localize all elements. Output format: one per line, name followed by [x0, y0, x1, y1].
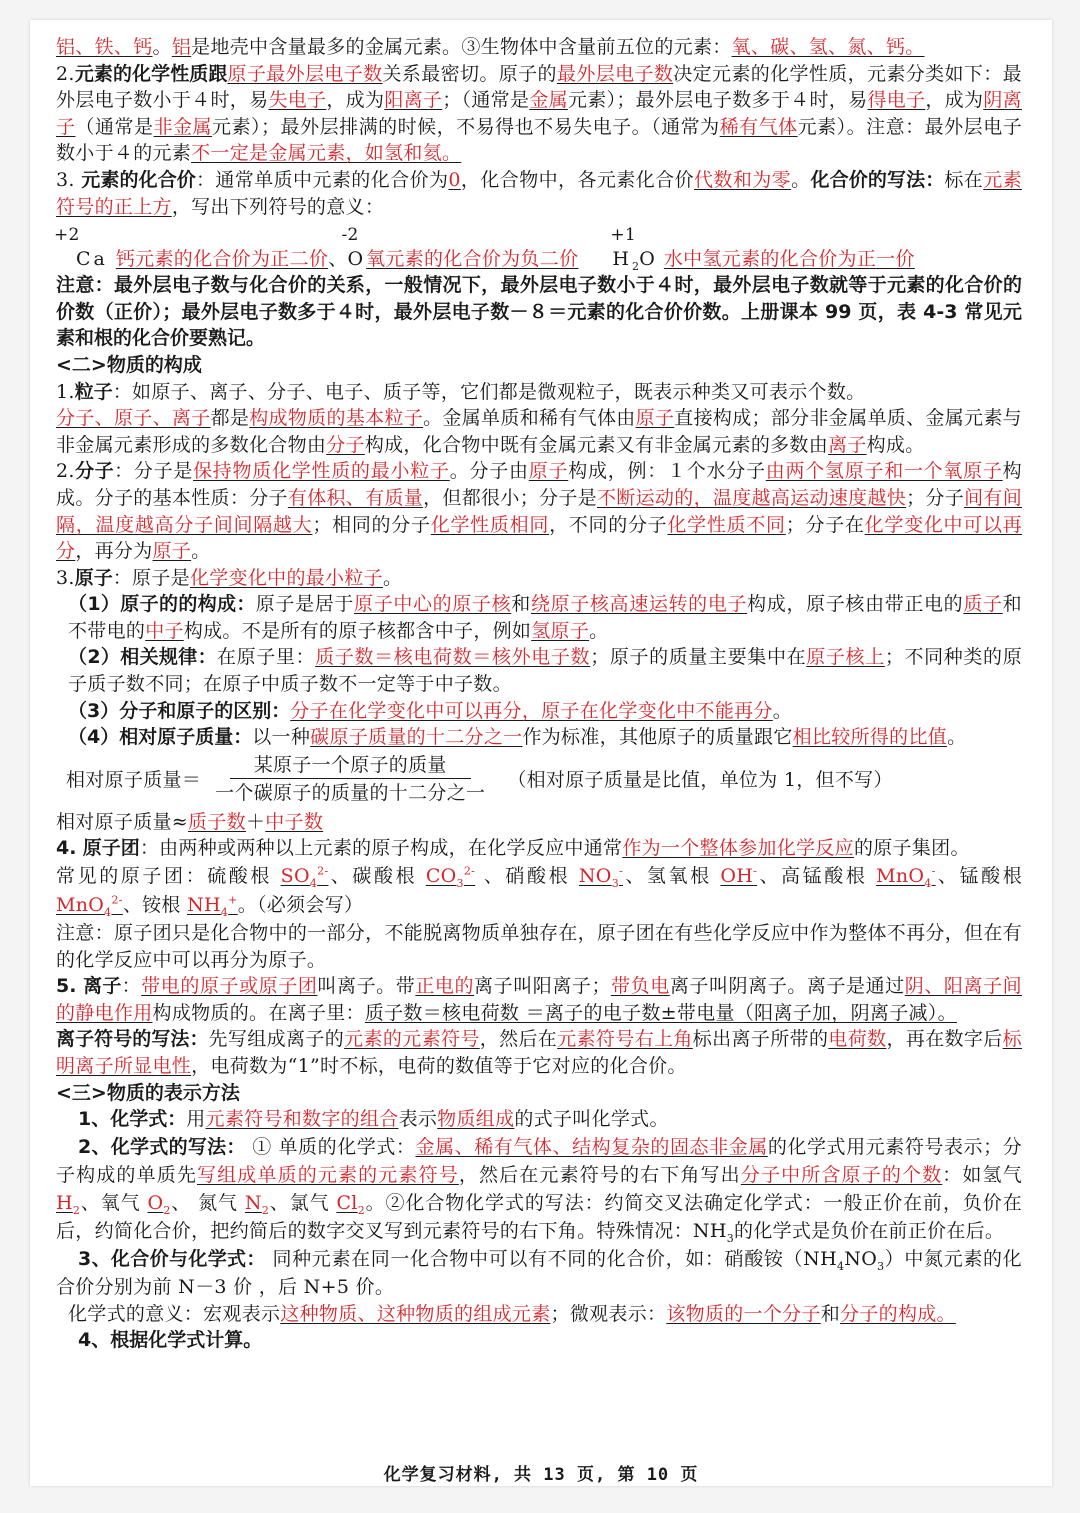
- body-text: 作为标准，其他原子的质量跟它: [522, 726, 793, 749]
- answer-text: 元素的元素符号: [344, 1028, 480, 1051]
- answer-text: 分子的构成。: [840, 1302, 956, 1325]
- section-heading-3: <三>物质的表示方法: [56, 1081, 240, 1104]
- answer-text: 分子: [326, 433, 365, 456]
- answer-text: 保持物质化学性质的最小粒子: [193, 460, 450, 483]
- superscript: 2-: [111, 893, 123, 907]
- formula-text: SO: [280, 865, 310, 888]
- paragraph-ion: [56, 973, 1022, 1026]
- valence-examples: [56, 220, 1022, 272]
- subscript: 3: [456, 876, 464, 890]
- body-text: 。: [382, 566, 403, 589]
- body-text: ，再在数字后: [886, 1028, 1003, 1051]
- body-text: 、锰酸根: [935, 865, 1023, 888]
- answer-text: 物质组成: [437, 1108, 515, 1131]
- subscript: 2: [357, 1203, 365, 1217]
- body-text: 化学式的意义：宏观表示: [68, 1302, 281, 1325]
- subscript: 4: [836, 1259, 845, 1273]
- answer-text: 正电的: [415, 975, 475, 998]
- subscript: 2: [261, 1203, 270, 1217]
- item-heading: 1、化学式：: [78, 1108, 187, 1131]
- formula-text: H: [56, 1191, 73, 1214]
- formula-text: OH: [720, 865, 754, 888]
- body-text: 。②化合物化学式的写法：约简交叉法确定化学式：一般正价在前，负价在后，约简化合价，把约简后的数字交叉写到元素符号的右下角。特殊情况：NH: [56, 1191, 1022, 1242]
- body-text: 标在: [944, 168, 984, 191]
- body-text: 。: [589, 619, 609, 642]
- item-heading: 粒子: [74, 380, 113, 403]
- answer-text: 由两个氢原子和一个氧原子: [765, 460, 1003, 483]
- answer-text: 原子最外层电子数: [227, 62, 383, 85]
- body-text: ，电荷数为“1”时不标，电荷的数值等于它对应的化合价。: [191, 1055, 687, 1077]
- formula-oh: [720, 865, 757, 887]
- radical-note: 注意：原子团只是化合物中的一部分，不能脱离物质单独存在，原子团在有些化学反应中作为整体不再分，但在有的化学反应中可以再分为原子。: [56, 922, 1022, 971]
- subscript: 3: [877, 1259, 885, 1273]
- answer-text: 化学变化中的最小粒子: [189, 566, 383, 589]
- body-text: ；相同的分子: [312, 513, 431, 536]
- body-text: 构成。不是所有的原子核都含中子，例如: [183, 619, 532, 642]
- formula-so4: [280, 864, 329, 890]
- body-text: 。: [772, 699, 793, 722]
- answer-text: 化学性质相同: [430, 513, 550, 536]
- formula-fraction: [215, 752, 485, 807]
- valence-example-ca: [54, 224, 108, 273]
- body-text: ：原子是: [112, 566, 190, 589]
- body-text: 的化学式是负价在前正价在后。: [734, 1219, 1005, 1242]
- body-text: 都是: [210, 407, 250, 430]
- body-text: 是地壳中含量最多的金属元素。③生物体中含量前五位的元素：: [191, 36, 732, 58]
- answer-text: 分子、原子、离子: [56, 407, 211, 430]
- answer-text: 氧、碳、氢、氮、钙。: [731, 36, 925, 58]
- body-text: 元素）；最外层排满的时候，不易得也不易失电子。（通常为: [212, 115, 720, 138]
- item-heading: （1）原子的的构成：: [68, 593, 256, 616]
- item-heading: 离子符号的写法：: [56, 1028, 209, 1051]
- item-heading: （3）分子和原子的区别：: [68, 699, 291, 722]
- answer-text: 质子: [963, 593, 1003, 616]
- body-text: 元素）；最外层电子数多于４时，易: [567, 89, 868, 112]
- answer-text: 中子数: [265, 810, 324, 833]
- answer-text: 原子核上: [806, 646, 885, 669]
- superscript: 2-: [463, 864, 476, 878]
- formula-text: N: [244, 1191, 262, 1214]
- subscript: 2: [631, 259, 640, 273]
- body-text: ，然后在元素符号的右下角写出: [458, 1163, 741, 1186]
- answer-text: 带电的原子或原子团: [141, 975, 318, 998]
- body-text: 同种元素在同一化合物中可以有不同的化合价，如：硝酸铵（NH: [265, 1247, 837, 1270]
- body-text: ；（通常是: [442, 89, 530, 112]
- paragraph-formula-meaning: [56, 1301, 1022, 1328]
- subscript: 4: [104, 905, 112, 919]
- answer-text: 金属: [529, 89, 568, 112]
- formula-text: MnO: [56, 894, 105, 917]
- item-heading: 分子: [74, 460, 115, 483]
- body-text: 、 氮气: [170, 1191, 245, 1214]
- body-text: 、高锰酸根: [757, 865, 877, 888]
- page-content: [56, 34, 1022, 1354]
- formula-text: NO: [578, 865, 612, 888]
- item-number: 2.: [56, 62, 75, 85]
- body-text: 离子叫阴离子。离子是通过: [669, 975, 905, 998]
- page-footer: 化学复习材料, 共 13 页, 第 10 页: [383, 1465, 699, 1485]
- body-text: 、氢氧根: [623, 865, 721, 888]
- body-text: ，不同的分子: [549, 513, 668, 536]
- item-number: 5.: [56, 975, 77, 998]
- answer-text: 有体积、有质量: [287, 486, 424, 509]
- body-text: 、硝酸根: [475, 865, 579, 888]
- paragraph-atom-rules: [56, 644, 1022, 697]
- valence-example-h2o: [610, 224, 658, 273]
- body-text: 。分子由: [449, 460, 529, 483]
- body-text: ，成为: [925, 89, 984, 112]
- body-text: 构成。: [866, 433, 925, 456]
- body-text: （通常是: [75, 115, 154, 138]
- answer-text: 写组成单质的元素的元素符号: [197, 1163, 459, 1186]
- body-text: 。（必须会写）: [237, 894, 364, 917]
- answer-text: 阳离子: [384, 89, 443, 112]
- body-text: 常见的原子团：硫酸根: [56, 865, 281, 888]
- subscript: 4: [924, 876, 932, 890]
- element-symbol: Ca: [76, 247, 108, 270]
- body-text: 构成，例：１个水分子: [568, 460, 766, 483]
- body-text: ：由两种或两种以上元素的原子构成，在化学反应中通常: [139, 837, 623, 860]
- answer-text: 水中氢元素的化合价为正一价: [663, 247, 915, 270]
- subscript: 2: [72, 1203, 81, 1217]
- body-text: ；原子的质量主要集中在: [590, 646, 807, 669]
- formula-text: Cl: [336, 1191, 358, 1214]
- answer-text: 氢原子: [531, 619, 590, 642]
- body-text: 。金属单质和稀有气体由: [423, 407, 636, 430]
- item-number: 1.: [56, 380, 75, 403]
- relative-mass-formula: [56, 751, 1022, 809]
- subscript: 4: [220, 905, 229, 919]
- answer-text: 元素符号的正上方: [56, 168, 1022, 218]
- answer-text: 该物质的一个分子: [666, 1302, 821, 1325]
- body-text: ，化合物中，各元素化合价: [460, 168, 694, 191]
- answer-text: 化学性质不同: [667, 513, 786, 536]
- body-text: 和: [511, 593, 531, 616]
- body-text: 标出离子所带的: [692, 1028, 829, 1051]
- body-text: 、碳酸根: [328, 865, 426, 888]
- paragraph-formula-writing: [56, 1133, 1022, 1245]
- body-text: 叫离子。带: [317, 975, 416, 998]
- answer-text: 非金属: [153, 115, 213, 138]
- paragraph-common-radicals: [56, 862, 1022, 920]
- body-text: ，然后在: [479, 1028, 558, 1051]
- answer-text: 最外层电子数: [556, 62, 674, 85]
- answer-text: 得电子: [867, 89, 926, 112]
- answer-text: 带负电: [610, 975, 670, 998]
- answer-text: 电荷数: [828, 1028, 887, 1051]
- body-text: 构成，原子核由带正电的: [747, 593, 964, 616]
- answer-text: 离子: [828, 433, 867, 456]
- answer-text: 铝: [171, 36, 192, 58]
- body-text: 。: [191, 540, 211, 563]
- paragraph-radical: [56, 835, 1022, 862]
- answer-text: 氧元素的化合价为负二价: [366, 247, 579, 270]
- subscript: 3: [726, 1231, 735, 1245]
- item-number: 3.: [56, 168, 75, 191]
- item-heading: 2、化学式的写法：: [78, 1135, 246, 1158]
- paragraph-element-chemical-properties: [56, 61, 1022, 167]
- element-symbol: H: [612, 247, 632, 270]
- body-text: ，写出下列符号的意义：: [171, 195, 385, 218]
- answer-text: 化学变化中可以再分: [56, 513, 1023, 563]
- subscript: 2: [163, 1203, 171, 1217]
- answer-text: 分子中所含原子的个数: [740, 1163, 943, 1186]
- item-heading: （2）相关规律：: [68, 646, 217, 669]
- body-text: 先写组成离子的: [208, 1028, 345, 1051]
- paragraph-elements-continued: [56, 34, 1022, 61]
- body-text: ：如氢气: [942, 1163, 1022, 1186]
- item-heading: 离子: [83, 975, 122, 998]
- body-text: 。: [947, 726, 967, 749]
- body-text: 关系最密切。原子的: [382, 62, 557, 85]
- body-text: ；不同种类的原子质子数不同；在原子中质子数不一定等于中子数。: [68, 646, 1022, 696]
- item-heading: （4）相对原子质量：: [68, 726, 253, 749]
- body-text: ① 单质的化学式：: [245, 1135, 416, 1158]
- section-heading-2: <二>物质的构成: [56, 353, 202, 376]
- fraction-numerator: 某原子一个原子的质量: [230, 752, 471, 779]
- answer-text: 中子: [145, 619, 184, 642]
- answer-text: 作为一个整体参加化学反应: [622, 837, 854, 860]
- answer-text: 标明离子所显电性: [56, 1028, 1022, 1077]
- body-text: ：如原子、离子、分子、电子、质子等，它们都是微观粒子，既表示种类又可表示个数。: [112, 380, 866, 403]
- answer-text: 阴离子: [56, 89, 1022, 138]
- paragraph-mass-approx: [56, 809, 1022, 836]
- body-text: 、铵根: [122, 894, 188, 917]
- paragraph-valence: [56, 167, 1022, 220]
- body-text: 、氧气: [80, 1191, 148, 1214]
- body-text: 的式子叫化学式。: [514, 1108, 669, 1131]
- formula-nh4: [187, 893, 238, 919]
- answer-text: 不断运动的，温度越高运动速度越快: [596, 486, 907, 509]
- formula-co3: [425, 864, 476, 890]
- item-heading: 元素的化学性质跟: [74, 62, 228, 85]
- valence-number: -2: [341, 224, 359, 245]
- body-text: ）中氮元素的化合价分别为前 N－3 价 ，后 N+5 价。: [56, 1247, 1022, 1298]
- body-text: 构成。分子的基本性质：分子: [56, 460, 1022, 509]
- body-text: ；分子在: [785, 513, 865, 536]
- formula-label: 相对原子质量＝: [66, 768, 202, 791]
- superscript: -: [753, 864, 758, 878]
- body-text: 和不带电的: [68, 593, 1022, 642]
- item-heading: 元素的化合价: [81, 168, 196, 191]
- answer-text: 这种物质、这种物质的组成元素: [280, 1302, 551, 1325]
- answer-text: 分子在化学变化中可以再分，原子在化学变化中不能再分: [290, 699, 773, 722]
- body-text: 直接构成；部分非金属单质、金属元素与非金属元素形成的多数化合物由: [56, 407, 1022, 456]
- formula-text: NH: [187, 894, 221, 917]
- answer-text: 质子数: [188, 810, 246, 833]
- superscript: -: [619, 864, 624, 878]
- body-text: 以一种: [252, 726, 311, 749]
- item-heading: 原子: [74, 566, 113, 589]
- formula-mno4-minus: [876, 864, 936, 890]
- body-text: 相对原子质量≈: [56, 810, 189, 833]
- body-text: ；微观表示：: [550, 1302, 667, 1325]
- formula-note: （相对原子质量是比值，单位为 1，但不写）: [507, 768, 893, 791]
- element-symbol: O: [639, 247, 658, 270]
- answer-text: 代数和为零: [694, 168, 792, 191]
- item-heading: 原子团: [82, 837, 140, 860]
- answer-text: 阴、阳离子间的静电作用: [56, 975, 1022, 1024]
- answer-text: 间有间隔，温度越高分子间间隔越大: [56, 486, 1023, 536]
- valence-example-o: [341, 224, 367, 273]
- item-number: 4.: [56, 837, 77, 860]
- body-text: ：通常单质中元素的化合价为: [195, 168, 449, 191]
- paragraph-chemical-formula: [56, 1106, 1022, 1133]
- paragraph-ion-symbol: [56, 1026, 1022, 1079]
- answer-text: 原子: [152, 540, 192, 563]
- valence-note: 注意：最外层电子数与化合价的关系，一般情况下，最外层电子数小于４时，最外层电子数就等于元素的化合价的价数（正价）；最外层电子数多于４时，最外层电子数－８＝元素的化合价价数。上册课本 99 页，表 4-3 常见元素和根的化合价要熟记。: [56, 274, 1022, 350]
- paragraph-atom: [56, 565, 1022, 592]
- answer-text: 相比较所得的比值: [792, 726, 948, 749]
- answer-text: 铝、铁、钙: [56, 36, 153, 58]
- body-text: ，但都很小；分子是: [423, 486, 597, 509]
- paragraph-atom-structure: [56, 591, 1022, 644]
- body-text: ，成为: [326, 89, 385, 112]
- item-heading: 化合价的写法：: [810, 168, 945, 191]
- paragraph-valence-formula: [56, 1245, 1022, 1301]
- body-text: 用: [186, 1108, 206, 1131]
- body-text: 构成物质的。在离子里：: [152, 1001, 365, 1024]
- paragraph-molecule: [56, 458, 1022, 564]
- formula-no3: [578, 864, 624, 890]
- answer-text: 质子数＝核电荷数 ＝离子的电子数±带电量（阳离子加，阴离子减）。: [364, 1001, 957, 1024]
- body-text: 。: [791, 168, 811, 191]
- answer-text: 构成物质的基本粒子: [249, 407, 424, 430]
- subscript: 4: [309, 876, 318, 890]
- body-text: 、氯气: [269, 1191, 337, 1214]
- answer-text: 元素符号右上角: [557, 1028, 693, 1051]
- body-text: 表示: [398, 1108, 438, 1131]
- answer-text: 元素符号和数字的组合: [205, 1108, 399, 1131]
- body-text: NO: [844, 1247, 878, 1270]
- fraction-denominator: 一个碳原子的质量的十二分之一: [215, 782, 486, 805]
- answer-text: 原子中心的原子核: [354, 593, 512, 616]
- body-text: 在原子里：: [216, 646, 316, 669]
- body-text: 和: [820, 1302, 841, 1325]
- answer-text: 钙元素的化合价为正二价: [115, 247, 329, 270]
- formula-h2: [56, 1191, 81, 1217]
- paragraph-particles: [56, 379, 1022, 459]
- valence-number: +1: [610, 224, 637, 245]
- answer-text: 失电子: [268, 89, 327, 112]
- item-number: 2.: [56, 460, 75, 483]
- body-text: ，再分为: [75, 540, 153, 563]
- answer-text: 稀有气体: [719, 115, 798, 138]
- formula-text: MnO: [876, 865, 925, 888]
- formula-o2: [147, 1191, 171, 1217]
- body-text: ：: [121, 975, 142, 998]
- superscript: 2-: [317, 864, 329, 878]
- formula-n2: [244, 1191, 270, 1217]
- body-text: 的化学式用元素符号表示；分子构成的单质先: [56, 1135, 1022, 1186]
- formula-cl2: [336, 1191, 365, 1217]
- body-text: 的原子集团。: [853, 837, 970, 860]
- body-text: 决定元素的化学性质，元素分类如下：最外层电子数小于４时，易: [56, 62, 1022, 112]
- paragraph-relative-atomic-mass: [56, 724, 1022, 751]
- item-number: 3.: [56, 566, 75, 589]
- body-text: ＋: [245, 810, 266, 833]
- element-symbol: O: [347, 247, 367, 270]
- superscript: +: [228, 893, 238, 907]
- answer-text: 不一定是金属元素，如氢和氦。: [191, 142, 462, 165]
- answer-text: 原子: [635, 407, 675, 430]
- body-text: 、: [328, 247, 348, 270]
- item-heading-calculation: 4、根据化学式计算。: [78, 1329, 263, 1352]
- formula-text: O: [147, 1191, 164, 1214]
- superscript: -: [931, 864, 936, 878]
- body-text: 构成，化合物中既有金属元素又有非金属元素的多数由: [364, 433, 829, 456]
- body-text: 原子是居于: [255, 593, 355, 616]
- answer-text: 0: [448, 168, 461, 191]
- item-heading: 3、化合价与化学式：: [78, 1247, 266, 1270]
- body-text: 离子叫阳离子；: [474, 975, 611, 998]
- answer-text: 金属、稀有气体、结构复杂的固态非金属: [415, 1135, 768, 1158]
- body-text: 。: [152, 36, 172, 58]
- formula-text: CO: [425, 865, 457, 888]
- subscript: 3: [611, 876, 619, 890]
- body-text: 元素）。注意：最外层电子数小于４的元素: [56, 115, 1022, 165]
- answer-text: 碳原子质量的十二分之一: [310, 726, 523, 749]
- document-page: [30, 20, 1052, 1486]
- answer-text: 原子: [528, 460, 569, 483]
- formula-mno4-2minus: [56, 893, 123, 919]
- valence-number: +2: [54, 224, 80, 245]
- answer-text: 绕原子核高速运转的电子: [530, 593, 748, 616]
- body-text: ：分子是: [114, 460, 194, 483]
- answer-text: 质子数＝核电荷数＝核外电子数: [315, 646, 591, 669]
- body-text: ；分子: [906, 486, 965, 509]
- paragraph-molecule-atom-difference: [56, 698, 1022, 725]
